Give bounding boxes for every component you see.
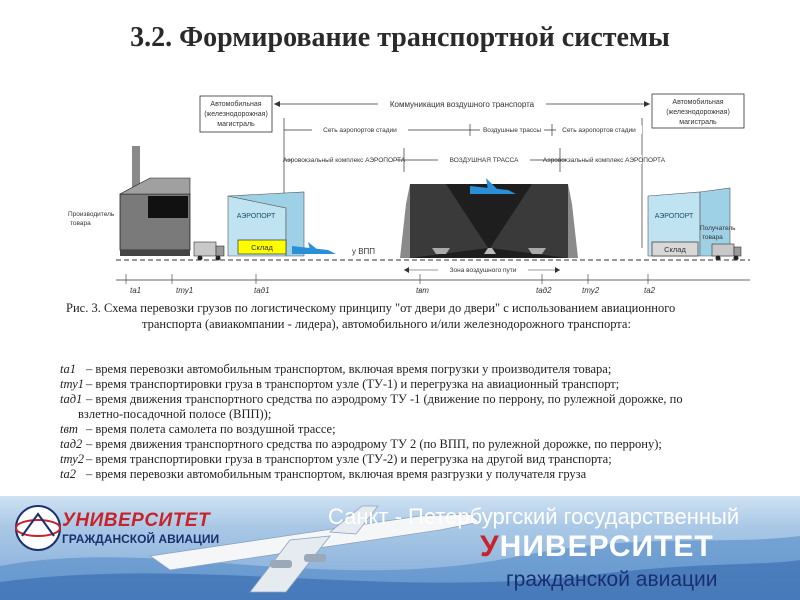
side-left-line1: Производитель (68, 211, 115, 218)
side-right-line1: Получатель (700, 225, 736, 232)
t-label: tа1 (130, 286, 142, 295)
legend-text: – время полета самолета по воздушной трассе; (86, 422, 336, 436)
figure-caption (66, 300, 746, 332)
lower-mid-label: ВОЗДУШНАЯ ТРАССА (449, 157, 519, 164)
legend-row (60, 422, 760, 437)
legend-symbol: tад2 (60, 437, 83, 451)
slide-title: 3.2. Формирование транспортной системы (130, 22, 670, 53)
t-label: tа2 (644, 286, 656, 295)
legend-row (60, 437, 760, 452)
warehouse-right-label: Склад (664, 245, 686, 254)
legend-text: – время движения транспортного средства по аэродрому ТУ -1 (движение по перрону, по рулежной дорожке, по (86, 392, 683, 406)
t-markers (126, 274, 648, 284)
airport-left-label: АЭРОПОРТ (236, 213, 276, 220)
legend-symbol: tвт (60, 422, 78, 436)
box-right-line2: (железнодорожная) (666, 109, 730, 116)
logo-text-2: ГРАЖДАНСКОЙ АВИАЦИИ (62, 532, 220, 546)
footer-line2-first: У (480, 530, 500, 563)
legend-text: – время перевозки автомобильным транспортом, включая время разгрузки у получателя груза (86, 467, 587, 481)
legend-symbol: tад1 (60, 392, 83, 406)
caption-line1: Рис. 3. Схема перевозки грузов по логистическому принципу "от двери до двери" с использованием авиационного (66, 301, 676, 315)
legend-symbol: tту2 (60, 452, 84, 466)
box-right-line1: Автомобильная (672, 99, 724, 106)
side-right-line2: товара (702, 234, 723, 241)
legend-row (60, 467, 760, 482)
airport-right-label: АЭРОПОРТ (654, 213, 694, 220)
t-label: tвт (416, 286, 429, 295)
factory-icon (120, 146, 190, 256)
hangar-icon (400, 184, 578, 258)
footer-line2 (480, 530, 714, 564)
transport-scheme-diagram (60, 88, 750, 300)
university-logo-icon (16, 506, 60, 550)
zone-label: Зона воздушного пути (449, 267, 517, 274)
legend-text: – время движения транспортного средства по аэродрому ТУ 2 (по ВПП, по рулежной дорожке, по перрону); (86, 437, 662, 451)
runway-label: у ВПП (352, 247, 376, 256)
legend-row (60, 392, 760, 407)
lower-right-label: Аэровокзальный комплекс АЭРОПОРТА (542, 157, 666, 164)
legend-row (60, 377, 760, 392)
sub-mid-label: Воздушные трассы (482, 127, 542, 134)
legend-row (60, 452, 760, 467)
caption-line2: транспорта (авиакомпании - лидера), автомобильного и/или железнодорожного транспорта: (142, 317, 631, 331)
time-legend (60, 362, 760, 482)
side-left-line2: товара (70, 220, 91, 227)
legend-text: – время транспортировки груза в транспортом узле (ТУ-2) и перегрузка на другой вид транспорта; (86, 452, 612, 466)
footer-line2-rest: НИВЕРСИТЕТ (499, 530, 714, 563)
legend-row (60, 407, 760, 422)
box-right-line3: магистраль (679, 119, 717, 126)
legend-symbol: tа1 (60, 362, 76, 376)
t-label: tту1 (176, 286, 194, 295)
university-footer-banner (0, 496, 800, 600)
legend-text: взлетно-посадочной полосе (ВПП)); (78, 407, 272, 421)
box-left-line3: магистраль (217, 121, 255, 128)
legend-symbol: tту1 (60, 377, 84, 391)
box-left-line2: (железнодорожная) (204, 111, 268, 118)
lower-left-label: Аэровокзальный комплекс АЭРОПОРТА (282, 157, 406, 164)
warehouse-left-label: Склад (251, 243, 273, 252)
legend-symbol: tа2 (60, 467, 76, 481)
sub-left-label: Сеть аэропортов стадии (323, 127, 397, 134)
t-label: tту2 (582, 286, 600, 295)
footer-line3: гражданской авиации (506, 568, 718, 591)
top-center-label: Коммуникация воздушного транспорта (389, 100, 535, 109)
t-label: tад1 (254, 286, 270, 295)
logo-text-1: УНИВЕРСИТЕТ (62, 510, 211, 531)
truck-icon (712, 244, 741, 261)
legend-row (60, 362, 760, 377)
sub-right-label: Сеть аэропортов стадии (562, 127, 636, 134)
footer-line1: Санкт - Петербургский государственный (328, 504, 740, 529)
box-left-line1: Автомобильная (210, 101, 262, 108)
legend-text: – время транспортировки груза в транспортом узле (ТУ-1) и перегрузка на авиационный транспорт; (86, 377, 620, 391)
legend-text: – время перевозки автомобильным транспортом, включая время погрузки у производителя товара; (86, 362, 612, 376)
truck-icon (194, 242, 224, 261)
t-label: tад2 (536, 286, 552, 295)
